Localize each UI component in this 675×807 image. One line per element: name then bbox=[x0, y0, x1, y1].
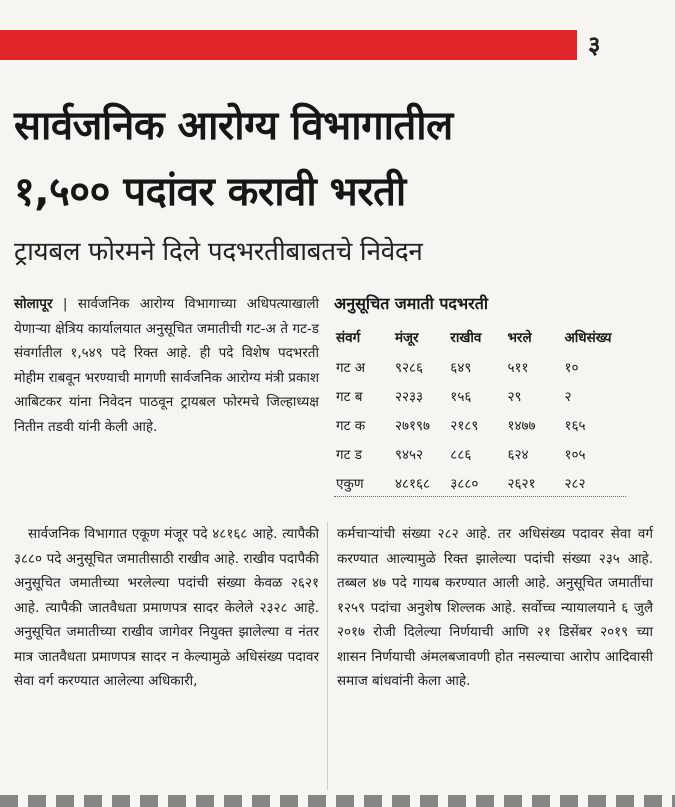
article-paragraph-3: कर्मचाऱ्यांची संख्या २८२ आहे. तर अधिसंख्य पदावर सेवा वर्ग करण्यात आल्यामुळे रिक्त झालेल्या पदांची संख्या २३५ आहे. तब्बल ४७ पदे गायब करण्यात आली आहे. अनुसूचित जमातींचा १२५९ पदांचा अनुशेष शिल्लक आहे. सर्वोच्च न्यायालयाने ६ जुलै २०१७ रोजी दिलेल्या निर्णयाची आणि २१ डिसेंबर २०१९ च्या शासन निर्णयाची अंमलबजावणी होत नसल्याचा आरोप आदिवासी समाज बांधवांनी केला आहे. bbox=[337, 526, 653, 689]
table-cell: २६२१ bbox=[507, 475, 536, 492]
table-cell: ६४९ bbox=[450, 359, 472, 376]
table-row bbox=[334, 352, 626, 381]
subheadline: ट्रायबल फोरमने दिले पदभरतीबाबतचे निवेदन bbox=[14, 237, 423, 267]
page-number: ३ bbox=[588, 31, 601, 59]
table-cell: गट क bbox=[336, 417, 366, 434]
headline-line-1: सार्वजनिक आरोग्य विभागातील bbox=[14, 103, 453, 149]
table-cell: २७१९७ bbox=[394, 417, 431, 434]
table-row bbox=[334, 381, 626, 410]
headline-line-2: १,५०० पदांवर करावी भरती bbox=[14, 169, 406, 215]
table-cell: १० bbox=[564, 359, 579, 376]
table-cell: गट ब bbox=[336, 388, 363, 405]
table-row bbox=[334, 410, 626, 439]
table-cell: २२३३ bbox=[394, 388, 424, 405]
next-headline-cutoff bbox=[0, 795, 675, 807]
table-cell: ६२४ bbox=[507, 446, 529, 463]
table-cell: २८२ bbox=[564, 475, 586, 492]
table-cell: २१८९ bbox=[450, 417, 479, 434]
table-cell: गट ड bbox=[336, 446, 362, 463]
table-header: संवर्ग bbox=[336, 330, 361, 346]
column-divider bbox=[327, 522, 328, 790]
paragraph-1-text: सार्वजनिक आरोग्य विभागाच्या अधिपत्याखाली येणाऱ्या क्षेत्रिय कार्यालयात अनुसूचित जमातीची गट-अ ते गट-ड संवर्गातील १,५४९ पदे रिक्त आहे. ही पदे विशेष पदभरती मोहीम राबवून भरण्याची मागणी सार्वजनिक आरोग्य मंत्री प्रकाश आबिटकर यांना निवेदन पाठवून ट्रायबल फोरमचे जिल्हाध्यक्ष नितीन तडवी यांनी केली आहे. bbox=[14, 296, 320, 435]
recruitment-table bbox=[334, 322, 626, 497]
table-title: अनुसूचित जमाती पदभरती bbox=[334, 294, 488, 313]
table-cell: ९४५२ bbox=[394, 446, 424, 463]
table-cell: ३८८० bbox=[450, 475, 479, 492]
table-cell: १४७७ bbox=[507, 417, 536, 434]
table-cell: ४८१६८ bbox=[394, 475, 431, 492]
header-accent-bar bbox=[0, 30, 577, 60]
table-cell: गट अ bbox=[336, 359, 366, 376]
table-divider bbox=[334, 496, 626, 497]
table-cell: ८८६ bbox=[450, 446, 472, 463]
table-cell: ५११ bbox=[507, 359, 529, 376]
table-cell: २ bbox=[564, 388, 572, 405]
table-cell: २९ bbox=[507, 388, 522, 405]
article-paragraph-1: सोलापूर | सार्वजनिक आरोग्य विभागाच्या अधिपत्याखाली येणाऱ्या क्षेत्रिय कार्यालयात अनुसूचित जमातीची गट-अ ते गट-ड संवर्गातील १,५४९ पदे रिक्त आहे. ही पदे विशेष पदभरती मोहीम राबवून भरण्याची मागणी सार्वजनिक आरोग्य मंत्री प्रकाश आबिटकर यांना निवेदन पाठवून ट्रायबल फोरमचे जिल्हाध्यक्ष नितीन तडवी यांनी केली आहे. bbox=[14, 296, 320, 435]
table-header: मंजूर bbox=[394, 330, 419, 346]
table-row bbox=[334, 439, 626, 468]
table-cell: १६५ bbox=[564, 417, 586, 434]
table-header-row bbox=[334, 322, 626, 352]
table-cell: १०५ bbox=[564, 446, 586, 463]
table-cell: १५६ bbox=[450, 388, 472, 405]
article-paragraph-2: सार्वजनिक विभागात एकूण मंजूर पदे ४८१६८ आहे. त्यापैकी ३८८० पदे अनुसूचित जमातीसाठी राखीव आहे. राखीव पदापैकी अनुसूचित जमातीच्या भरलेल्या पदांची संख्या केवळ २६२१ आहे. त्यापैकी जातवैधता प्रमाणपत्र सादर केलेले २३२८ आहे. अनुसूचित जमातीच्या राखीव जागेवर नियुक्त झालेल्या व नंतर मात्र जातवैधता प्रमाणपत्र सादर न केल्यामुळे अधिसंख्य पदावर सेवा वर्ग करण्यात आलेल्या अधिकारी, bbox=[14, 526, 319, 689]
table-row-total bbox=[334, 468, 626, 497]
table-header: भरले bbox=[507, 330, 532, 346]
table-header: राखीव bbox=[450, 330, 482, 346]
table-cell: एकुण bbox=[336, 475, 364, 492]
dateline: सोलापूर bbox=[14, 296, 53, 312]
table-header: अधिसंख्य bbox=[564, 330, 612, 346]
table-cell: ९२८६ bbox=[394, 359, 424, 376]
